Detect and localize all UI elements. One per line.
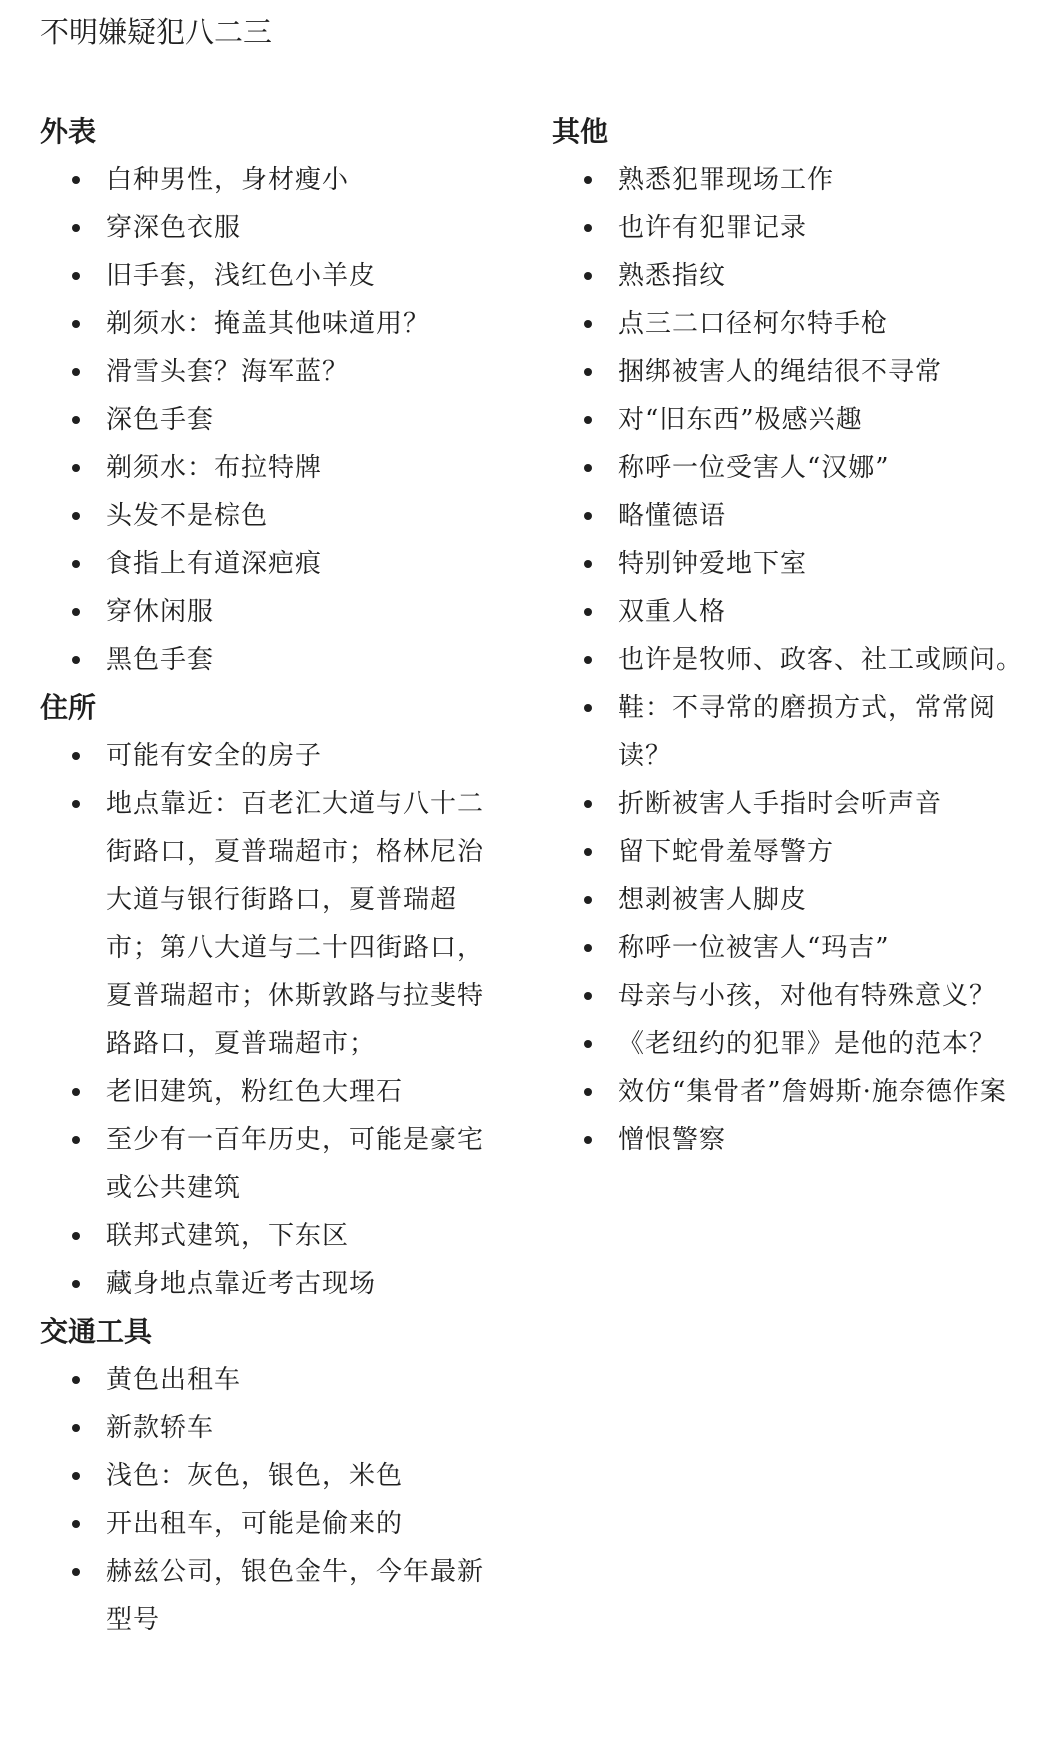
list-item: 鞋：不寻常的磨损方式，常常阅读？ [618, 684, 1032, 780]
list-item: 黑色手套 [106, 636, 510, 684]
list-item: 至少有一百年历史，可能是豪宅或公共建筑 [106, 1116, 510, 1212]
other-list [552, 156, 1032, 1164]
list-item: 略懂德语 [618, 492, 1032, 540]
section-heading-residence: 住所 [40, 691, 97, 724]
list-item: 食指上有道深疤痕 [106, 540, 510, 588]
right-column [552, 108, 1032, 1164]
list-item: 母亲与小孩，对他有特殊意义？ [618, 972, 1032, 1020]
section-heading-other: 其他 [552, 115, 609, 148]
list-item: 效仿“集骨者”詹姆斯·施奈德作案 [618, 1068, 1032, 1116]
list-item: 捆绑被害人的绳结很不寻常 [618, 348, 1032, 396]
transport-list [40, 1356, 510, 1644]
list-item: 赫兹公司，银色金牛，今年最新型号 [106, 1548, 510, 1644]
page-title: 不明嫌疑犯八二三 [40, 15, 273, 49]
list-item: 旧手套，浅红色小羊皮 [106, 252, 510, 300]
list-item: 特别钟爱地下室 [618, 540, 1032, 588]
list-item: 藏身地点靠近考古现场 [106, 1260, 510, 1308]
list-item: 点三二口径柯尔特手枪 [618, 300, 1032, 348]
list-item: 也许有犯罪记录 [618, 204, 1032, 252]
list-item: 浅色：灰色，银色，米色 [106, 1452, 510, 1500]
list-item: 黄色出租车 [106, 1356, 510, 1404]
list-item: 熟悉犯罪现场工作 [618, 156, 1032, 204]
list-item: 老旧建筑，粉红色大理石 [106, 1068, 510, 1116]
left-column [40, 108, 510, 1644]
list-item: 留下蛇骨羞辱警方 [618, 828, 1032, 876]
list-item: 联邦式建筑，下东区 [106, 1212, 510, 1260]
list-item: 称呼一位被害人“玛吉” [618, 924, 1032, 972]
appearance-list [40, 156, 510, 684]
list-item: 《老纽约的犯罪》是他的范本？ [618, 1020, 1032, 1068]
list-item: 穿休闲服 [106, 588, 510, 636]
section-heading-appearance: 外表 [40, 115, 97, 148]
list-item: 剃须水：掩盖其他味道用？ [106, 300, 510, 348]
list-item: 开出租车，可能是偷来的 [106, 1500, 510, 1548]
list-item: 头发不是棕色 [106, 492, 510, 540]
list-item: 可能有安全的房子 [106, 732, 510, 780]
list-item: 称呼一位受害人“汉娜” [618, 444, 1032, 492]
list-item: 想剥被害人脚皮 [618, 876, 1032, 924]
list-item: 深色手套 [106, 396, 510, 444]
list-item: 憎恨警察 [618, 1116, 1032, 1164]
list-item: 折断被害人手指时会听声音 [618, 780, 1032, 828]
list-item: 滑雪头套？海军蓝？ [106, 348, 510, 396]
list-item: 地点靠近：百老汇大道与八十二街路口，夏普瑞超市；格林尼治大道与银行街路口，夏普瑞超市；第八大道与二十四街路口，夏普瑞超市；休斯敦路与拉斐特路路口，夏普瑞超市； [106, 780, 510, 1068]
list-item: 白种男性，身材瘦小 [106, 156, 510, 204]
list-item: 对“旧东西”极感兴趣 [618, 396, 1032, 444]
list-item: 熟悉指纹 [618, 252, 1032, 300]
list-item: 剃须水：布拉特牌 [106, 444, 510, 492]
list-item: 双重人格 [618, 588, 1032, 636]
list-item: 也许是牧师、政客、社工或顾问。 [618, 636, 1032, 684]
section-heading-transport: 交通工具 [40, 1315, 153, 1348]
list-item: 穿深色衣服 [106, 204, 510, 252]
residence-list [40, 732, 510, 1308]
list-item: 新款轿车 [106, 1404, 510, 1452]
